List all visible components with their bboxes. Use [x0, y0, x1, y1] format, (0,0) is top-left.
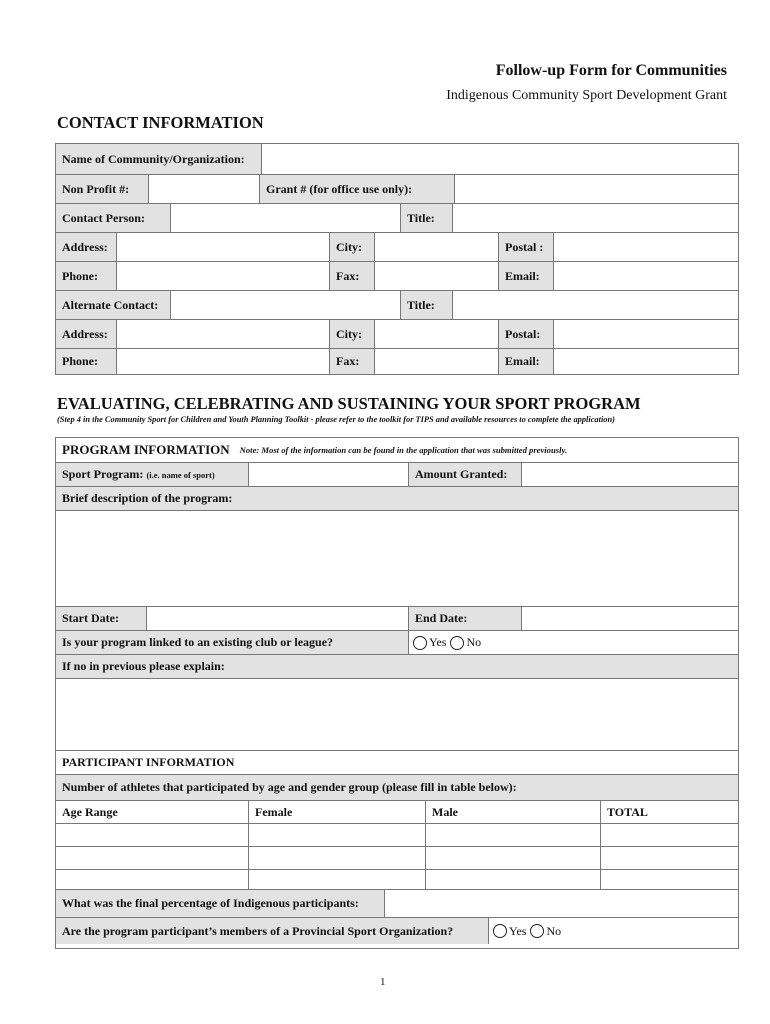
linked-yes-label: Yes — [429, 635, 447, 649]
sport-program-hint: (i.e. name of sport) — [146, 469, 215, 480]
grant-number-label: Grant # (for office use only): — [259, 175, 454, 203]
sport-program-row — [56, 462, 738, 486]
linked-options — [408, 631, 738, 654]
sport-program-field[interactable] — [248, 463, 408, 486]
linked-question: Is your program linked to an existing club or league? — [56, 631, 408, 654]
fax-field[interactable] — [374, 262, 498, 290]
non-profit-label: Non Profit #: — [56, 175, 148, 203]
community-row — [56, 144, 738, 174]
form-title: Follow-up Form for Communities — [495, 62, 727, 79]
explain-label-row — [56, 654, 738, 678]
program-info-note: Note: Most of the information can be found in the application that was submitted previously. — [239, 445, 568, 455]
description-label: Brief description of the program: — [62, 491, 233, 505]
grant-number-field[interactable] — [454, 175, 738, 203]
age-range-cell[interactable] — [56, 870, 248, 889]
address-field[interactable] — [116, 233, 329, 261]
pso-no-label: No — [546, 923, 562, 938]
indigenous-row — [56, 889, 738, 917]
count-question-row — [56, 774, 738, 800]
title-field[interactable] — [452, 204, 738, 232]
pso-options — [488, 918, 738, 944]
program-info-header — [56, 438, 738, 462]
pso-no-option[interactable] — [530, 924, 561, 939]
alternate-contact-field[interactable] — [170, 291, 400, 319]
page-number: 1 — [380, 976, 386, 988]
alt-title-field[interactable] — [452, 291, 738, 319]
email-field[interactable] — [553, 262, 738, 290]
postal-label: Postal : — [498, 233, 553, 261]
age-table-header-row — [56, 800, 738, 823]
contact-table — [55, 143, 739, 375]
address-label: Address: — [56, 233, 116, 261]
start-date-label: Start Date: — [56, 607, 146, 630]
amount-granted-label: Amount Granted: — [408, 463, 521, 486]
pso-row — [56, 917, 738, 944]
fax-label: Fax: — [329, 262, 374, 290]
phone-field[interactable] — [116, 262, 329, 290]
alt-address-row — [56, 319, 738, 348]
postal-field[interactable] — [553, 233, 738, 261]
pso-question: Are the program participant’s members of a Provincial Sport Organization? — [56, 918, 488, 944]
alt-address-label: Address: — [56, 320, 116, 348]
alt-address-field[interactable] — [116, 320, 329, 348]
city-label: City: — [329, 233, 374, 261]
linked-no-label: No — [466, 635, 482, 649]
description-label-row — [56, 486, 738, 510]
alt-phone-field[interactable] — [116, 349, 329, 374]
program-table — [55, 437, 739, 949]
phone-row — [56, 261, 738, 290]
linked-no-radio[interactable] — [450, 636, 464, 650]
alt-email-field[interactable] — [553, 349, 738, 374]
table-row — [56, 846, 738, 869]
city-field[interactable] — [374, 233, 498, 261]
alt-phone-row — [56, 348, 738, 374]
alt-postal-field[interactable] — [553, 320, 738, 348]
amount-granted-field[interactable] — [521, 463, 738, 486]
alternate-contact-row — [56, 290, 738, 319]
male-header: Male — [425, 801, 600, 823]
table-row — [56, 869, 738, 889]
alt-fax-field[interactable] — [374, 349, 498, 374]
indigenous-question: What was the final percentage of Indigenous participants: — [56, 890, 384, 917]
evaluation-step-note: (Step 4 in the Community Sport for Children and Youth Planning Toolkit - please refer to the toolkit for TIPS and available resources to complete the application) — [57, 415, 615, 424]
sport-program-label-cell — [56, 463, 248, 486]
linked-no-option[interactable] — [450, 635, 481, 650]
male-cell[interactable] — [425, 870, 600, 889]
linked-yes-radio[interactable] — [413, 636, 427, 650]
contact-section-heading: CONTACT INFORMATION — [57, 113, 264, 132]
community-label: Name of Community/Organization: — [56, 144, 261, 174]
community-field[interactable] — [261, 144, 738, 174]
end-date-label: End Date: — [408, 607, 521, 630]
female-header: Female — [248, 801, 425, 823]
alt-city-field[interactable] — [374, 320, 498, 348]
sport-program-label: Sport Program: — [62, 467, 144, 481]
count-question: Number of athletes that participated by age and gender group (please fill in table below): — [62, 780, 517, 794]
evaluation-section-heading: EVALUATING, CELEBRATING AND SUSTAINING YOUR SPORT PROGRAM — [57, 394, 641, 413]
alt-fax-label: Fax: — [329, 349, 374, 374]
female-cell[interactable] — [248, 870, 425, 889]
male-cell[interactable] — [425, 824, 600, 846]
program-info-heading: PROGRAM INFORMATION — [62, 442, 230, 457]
indigenous-field[interactable] — [384, 890, 738, 917]
participant-heading-row — [56, 750, 738, 774]
linked-row — [56, 630, 738, 654]
address-row — [56, 232, 738, 261]
description-field[interactable] — [56, 510, 738, 606]
phone-label: Phone: — [56, 262, 116, 290]
participant-heading: PARTICIPANT INFORMATION — [62, 755, 235, 769]
total-header: TOTAL — [600, 801, 738, 823]
female-cell[interactable] — [248, 847, 425, 869]
pso-yes-option[interactable] — [493, 924, 526, 939]
program-info-header-row — [56, 438, 738, 462]
age-range-cell[interactable] — [56, 824, 248, 846]
contact-person-field[interactable] — [170, 204, 400, 232]
pso-yes-label: Yes — [509, 923, 527, 938]
pso-no-radio[interactable] — [530, 924, 544, 938]
non-profit-row — [56, 174, 738, 203]
alt-title-label: Title: — [400, 291, 452, 319]
alt-phone-label: Phone: — [56, 349, 116, 374]
pso-yes-radio[interactable] — [493, 924, 507, 938]
alt-email-label: Email: — [498, 349, 553, 374]
email-label: Email: — [498, 262, 553, 290]
contact-person-label: Contact Person: — [56, 204, 170, 232]
title-label: Title: — [400, 204, 452, 232]
male-cell[interactable] — [425, 847, 600, 869]
alt-city-label: City: — [329, 320, 374, 348]
age-range-cell[interactable] — [56, 847, 248, 869]
non-profit-field[interactable] — [148, 175, 259, 203]
total-cell[interactable] — [600, 847, 738, 869]
explain-label: If no in previous please explain: — [62, 659, 225, 673]
form-subtitle: Indigenous Community Sport Development Grant — [446, 88, 727, 103]
female-cell[interactable] — [248, 824, 425, 846]
explain-field[interactable] — [56, 678, 738, 750]
linked-yes-option[interactable] — [413, 635, 446, 650]
total-cell[interactable] — [600, 870, 738, 889]
total-cell[interactable] — [600, 824, 738, 846]
dates-row — [56, 606, 738, 630]
alt-postal-label: Postal: — [498, 320, 553, 348]
end-date-field[interactable] — [521, 607, 738, 630]
start-date-field[interactable] — [146, 607, 408, 630]
alternate-contact-label: Alternate Contact: — [56, 291, 170, 319]
contact-person-row — [56, 203, 738, 232]
table-row — [56, 823, 738, 846]
age-range-header: Age Range — [62, 804, 118, 819]
